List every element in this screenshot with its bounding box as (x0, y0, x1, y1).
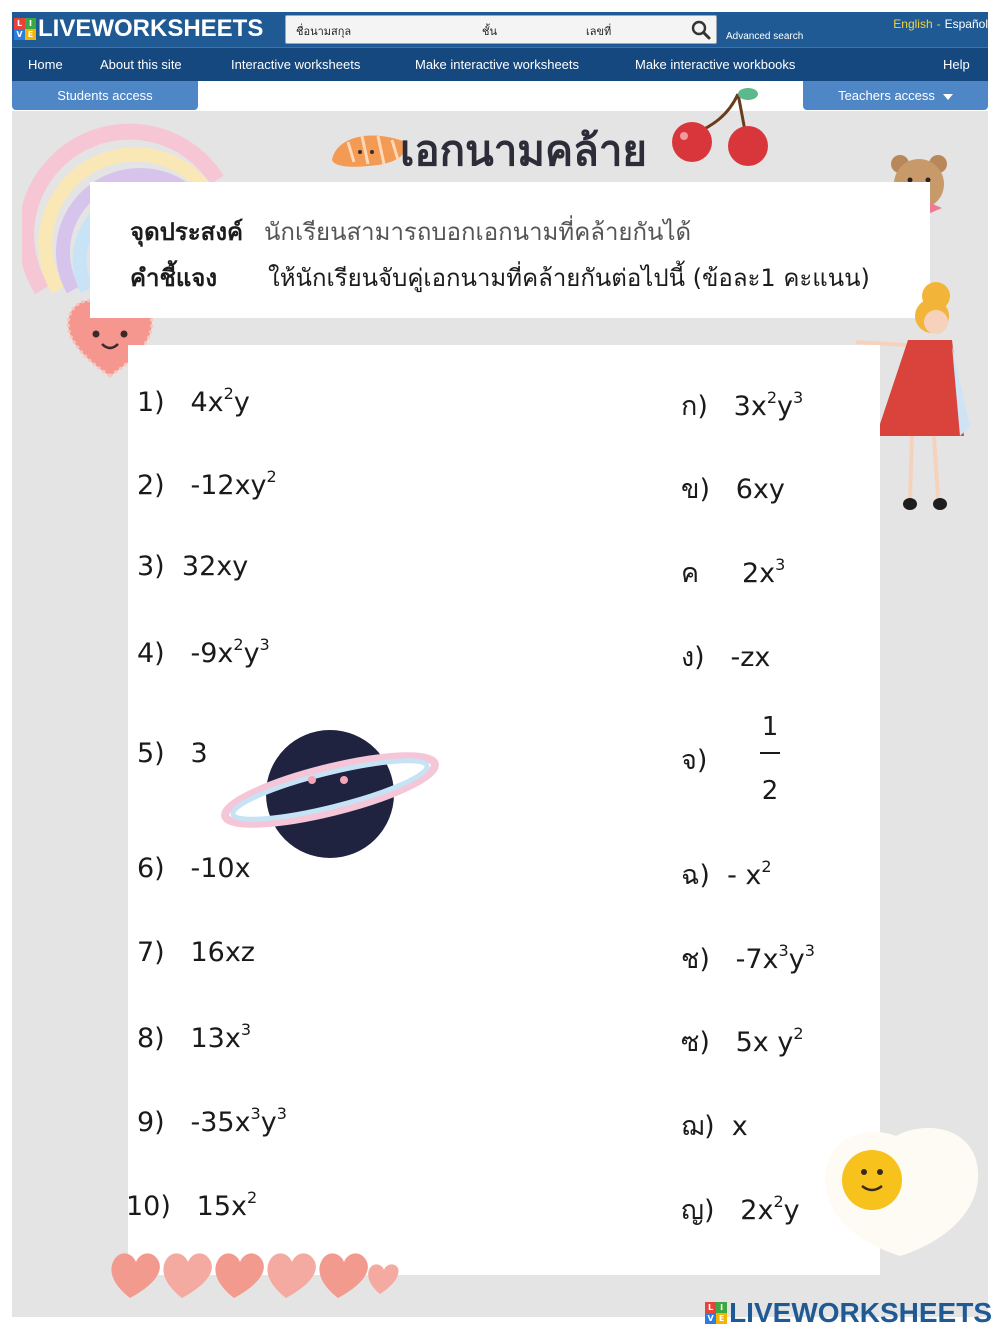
footer-logo[interactable] (705, 1298, 992, 1328)
footer-logo-text: LIVEWORKSHEETS (729, 1297, 992, 1328)
search-bar[interactable] (285, 15, 717, 44)
left-item: 3) 32xy (137, 551, 249, 582)
left-item: 6) -10x (137, 853, 251, 884)
nav-home[interactable]: Home (28, 57, 63, 72)
lang-separator: - (936, 17, 941, 31)
left-item: 1) $4x^2y$ (137, 384, 250, 418)
access-row (12, 81, 988, 111)
right-item: ข) 6xy (681, 474, 785, 505)
right-item: ฌ) x (681, 1111, 748, 1142)
left-item: 8) $13x^3$ (137, 1020, 251, 1054)
worksheet-title: เอกนามคล้าย (400, 126, 648, 175)
right-item: ก) $3x^2y^3$ (681, 388, 804, 422)
objective-text: นักเรียนสามารถบอกเอกนามที่คล้ายกันได้ (264, 218, 692, 246)
left-item: 5) 3 (137, 738, 208, 769)
footer-logo-icon: L I V E (705, 1302, 727, 1324)
site-logo[interactable] (14, 16, 263, 42)
planet-icon (220, 720, 440, 860)
right-item: ฉ) - $x^2$ (681, 857, 772, 891)
right-item: ช) $-7x^3y^3$ (681, 941, 815, 975)
caret-down-icon (943, 94, 953, 100)
top-header (12, 12, 988, 47)
left-item: 10) $15x^2$ (126, 1188, 258, 1222)
left-item: 7) 16xz (137, 937, 255, 968)
instruction-label: คำชี้แจง (130, 264, 218, 292)
right-item: ง) -zx (681, 642, 771, 673)
left-item: 2) $-12xy^2$ (137, 467, 277, 501)
logo-text: LIVEWORKSHEETS (38, 15, 264, 42)
fried-egg-icon (820, 1120, 982, 1260)
nav-interactive-worksheets[interactable]: Interactive worksheets (231, 57, 361, 72)
search-icon[interactable] (690, 19, 712, 41)
fraction-denominator: 2 (761, 776, 779, 806)
right-item: จ) (681, 745, 708, 776)
hearts-row-icon (108, 1244, 400, 1304)
objective-label: จุดประสงค์ (130, 218, 244, 246)
language-switcher (893, 17, 988, 31)
nav-about[interactable]: About this site (100, 57, 182, 72)
right-item: ค $2x^3$ (681, 555, 786, 589)
teachers-access-button[interactable]: Teachers access (803, 81, 988, 110)
info-card (90, 182, 930, 318)
instruction-text: ให้นักเรียนจับคู่เอกนามที่คล้ายกันต่อไปนี้ (ข้อละ1 คะแนน) (268, 264, 870, 292)
advanced-search-link[interactable]: Advanced search (726, 31, 804, 42)
main-nav (12, 47, 988, 81)
nav-make-workbooks[interactable]: Make interactive workbooks (635, 57, 796, 72)
students-access-button[interactable]: Students access (12, 81, 198, 110)
logo-icon: L I V E (14, 18, 36, 40)
nav-make-worksheets[interactable]: Make interactive worksheets (415, 57, 580, 72)
fraction-numerator: 1 (761, 712, 779, 742)
right-item: ญ) $2x^2y$ (681, 1192, 800, 1226)
lang-english-link[interactable]: English (893, 17, 933, 31)
fraction-bar (760, 752, 780, 754)
search-field-name[interactable]: ชื่อนามสกุล (296, 25, 352, 38)
cherry-icon (668, 86, 772, 170)
search-field-class[interactable]: ชั้น (482, 25, 497, 38)
search-field-number[interactable]: เลขที่ (586, 25, 612, 38)
right-item: ซ) 5x $y^2$ (681, 1024, 804, 1058)
left-item: 9) $-35x^3y^3$ (137, 1104, 287, 1138)
nav-help[interactable]: Help (943, 57, 970, 72)
lang-spanish-link[interactable]: Español (944, 17, 988, 31)
salmon-sushi-icon (328, 128, 410, 168)
left-item: 4) $-9x^2y^3$ (137, 635, 270, 669)
